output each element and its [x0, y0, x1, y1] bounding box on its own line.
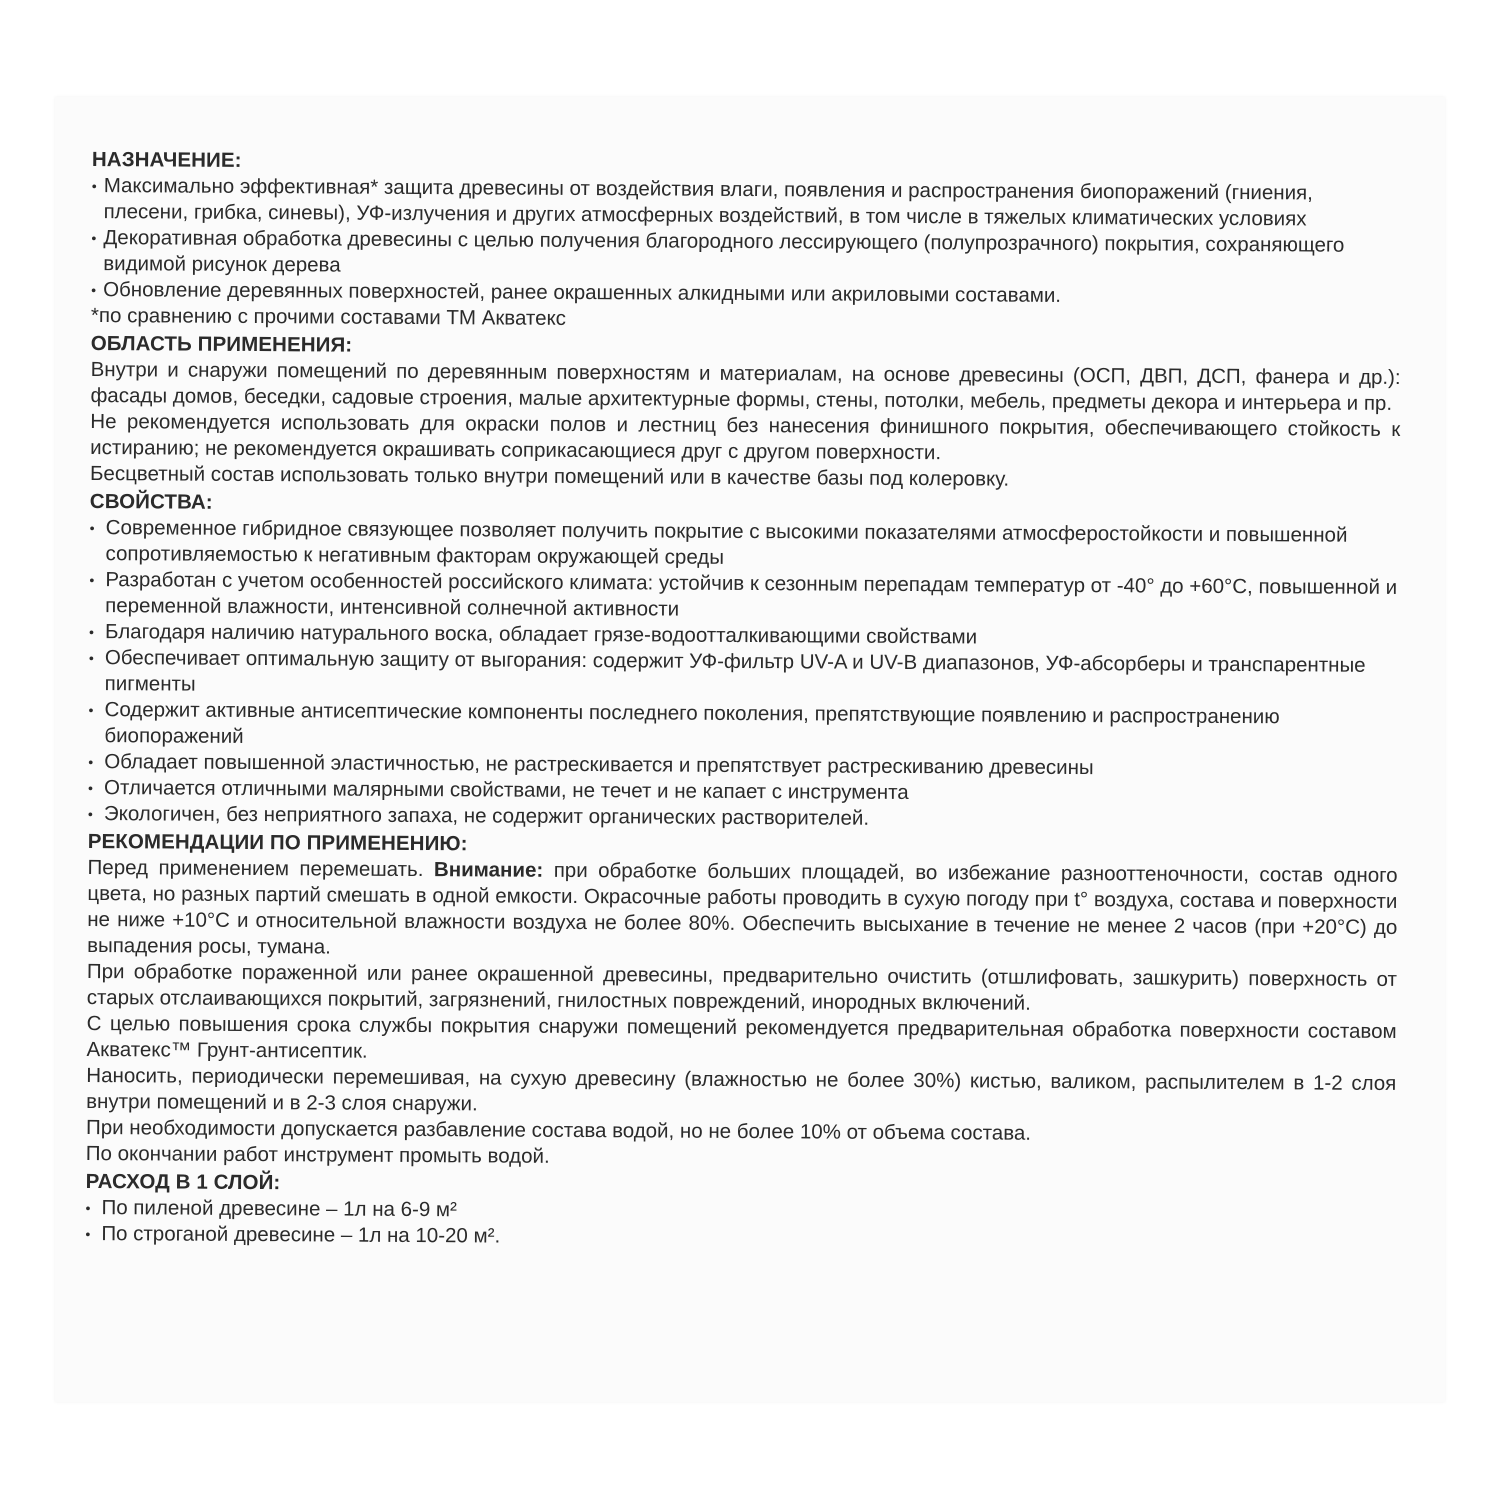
list-item: • Благодаря наличию натурального воска, обладает грязе-водоотталкивающими свойствами: [89, 619, 1399, 653]
recommendations-intro: Перед применением перемешать.: [87, 855, 424, 882]
list-item: • Содержит активные антисептические компоненты последнего поколения, препятствующие появлению и распространению биопоражений: [88, 697, 1398, 757]
consumption-list: [85, 1195, 1395, 1255]
list-item: • Разработан с учетом особенностей российского климата: устойчив к сезонным перепадам температур от -40° до +60°С, повышенной и переменной влажности, интенсивной солнечной активности: [89, 567, 1399, 627]
attention-label: Внимание:: [433, 858, 544, 882]
scope-heading: ОБЛАСТЬ ПРИМЕНЕНИЯ:: [90, 331, 353, 357]
scope-paragraph: Не рекомендуется использовать для окраски полов и лестниц без нанесения финишного покрытия, обеспечивающего стойкость к истиранию; не рекомендуется окрашивать соприкасающиеся друг с другом поверхности.: [90, 409, 1401, 465]
recommendations-paragraph: С целью повышения срока службы покрытия снаружи помещений рекомендуется предварительная обработка поверхности составом Акватекс™ Грунт-антисептик.: [86, 1011, 1397, 1063]
list-item: • Максимально эффективная* защита древесины от воздействия влаги, появления и распространения биопоражений (гниения, плесени, грибка, синевы), УФ-излучения и других атмосферных воздействий, в том числе в тяжелых климатических условиях: [92, 173, 1402, 233]
list-item: • По строганой древесине – 1л на 10-20 м².: [85, 1221, 1395, 1255]
list-item: • Экологичен, без неприятного запаха, не содержит органических растворителей.: [88, 801, 1398, 835]
recommendations-paragraph: Наносить, периодически перемешивая, на сухую древесину (влажностью не более 30%) кистью, валиком, распылителем в 1-2 слоя внутри помещений и в 2-3 слоя снаружи.: [86, 1063, 1397, 1116]
recommendations-paragraph: По окончании работ инструмент промыть водой.: [85, 1141, 550, 1168]
consumption-section: [85, 1169, 1395, 1255]
consumption-heading: РАСХОД В 1 СЛОЙ:: [85, 1169, 281, 1195]
list-item: • Обновление деревянных поверхностей, ранее окрашенных алкидными или акриловыми составами.: [91, 277, 1401, 311]
list-item: • Отличается отличными малярными свойствами, не течет и не капает с инструмента: [88, 775, 1398, 809]
list-item: • По пиленой древесине – 1л на 6-9 м²: [85, 1195, 1395, 1229]
recommendations-paragraph: При необходимости допускается разбавление состава водой, но не более 10% от объема состава.: [85, 1115, 1032, 1145]
properties-section: [88, 489, 1400, 835]
scope-section: [90, 331, 1401, 495]
purpose-footnote: *по сравнению с прочими составами ТМ Акватекс: [90, 303, 567, 330]
list-item: • Обеспечивает оптимальную защиту от выгорания: содержит УФ-фильтр UV-A и UV-B диапазонов, УФ-абсорберы и транспарентные пигменты: [89, 645, 1399, 705]
properties-list: [88, 515, 1400, 835]
recommendations-heading: РЕКОМЕНДАЦИИ ПО ПРИМЕНЕНИЮ:: [87, 829, 468, 856]
list-item: • Обладает повышенной эластичностью, не растрескивается и препятствует растрескиванию древесины: [88, 749, 1398, 783]
label-text: [85, 147, 1402, 1257]
recommendations-warning: при обработке больших площадей, во избежание разнооттеночности, состав одного цвета, но разных партий смешать в одной емкости. Окрасочные работы проводить в сухую погоду при t° воздуха, состава и поверхности не ниже +10°С и относительной влажности воздуха не более 80%. Обеспечить высыхание в течение не менее 2 часов (при +20°С) до выпадения росы, тумана.: [87, 858, 1398, 959]
recommendations-paragraph: При обработке пораженной или ранее окрашенной древесины, предварительно очистить (отшлифовать, зашкурить) поверхность от старых отслаивающихся покрытий, загрязнений, гнилостных повреждений, инородных включений.: [86, 959, 1398, 1015]
purpose-list: [91, 173, 1402, 311]
purpose-heading: НАЗНАЧЕНИЕ:: [91, 147, 242, 172]
recommendations-paragraph: [87, 855, 1398, 967]
recommendations-section: [86, 829, 1398, 1175]
purpose-section: [91, 147, 1402, 337]
scope-paragraph: Бесцветный состав использовать только внутри помещений или в качестве базы под колеровку.: [89, 461, 1010, 491]
list-item: • Современное гибридное связующее позволяет получить покрытие с высокими показателями атмосферостойкости и повышенной сопротивляемостью к негативным факторам окружающей среды: [89, 515, 1399, 575]
scope-paragraph: Внутри и снаружи помещений по деревянным поверхностям и материалам, на основе древесины (ОСП, ДВП, ДСП, фанера и др.): фасады домов, беседки, садовые строения, малые архитектурные формы, стены, потолки, мебель, предметы декора и интерьера и пр.: [90, 357, 1401, 415]
list-item: • Декоративная обработка древесины с целью получения благородного лессирующего (полупрозрачного) покрытия, сохраняющего видимой рисунок дерева: [91, 225, 1401, 285]
properties-heading: СВОЙСТВА:: [89, 489, 213, 514]
